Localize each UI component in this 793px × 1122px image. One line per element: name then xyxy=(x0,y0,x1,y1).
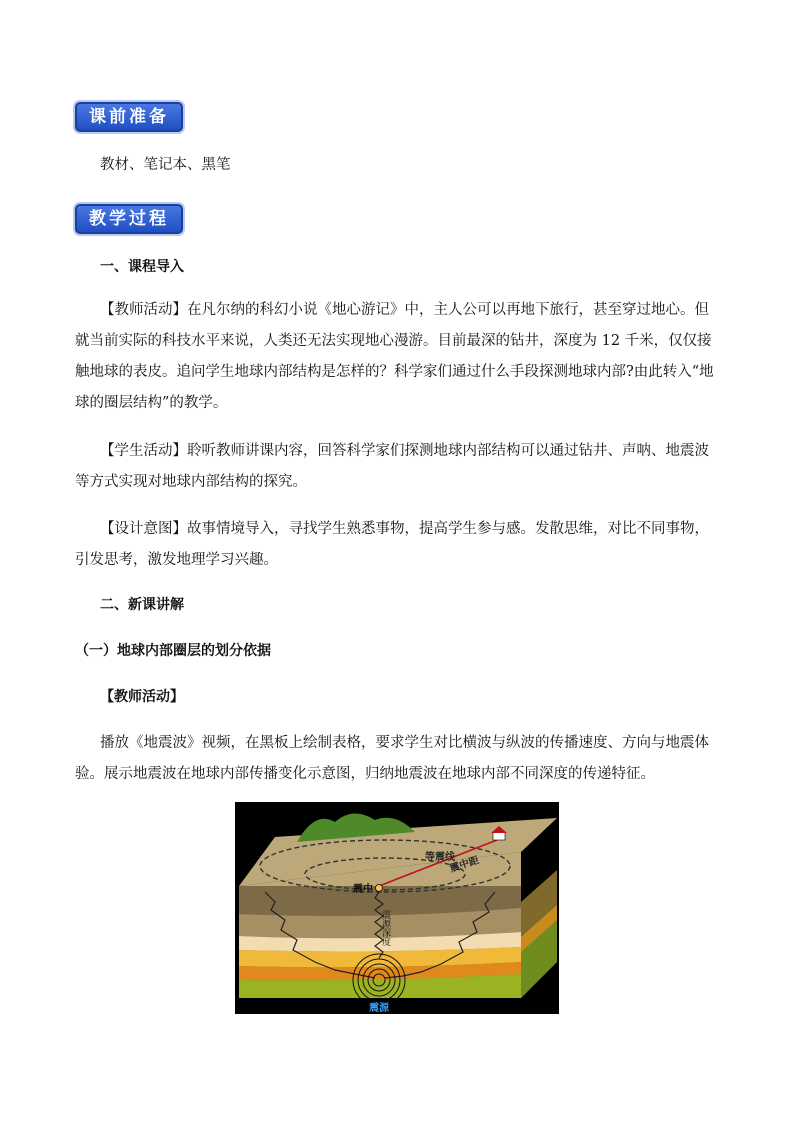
label-focal-depth: 震源深度 xyxy=(380,910,390,946)
seismic-wave-diagram xyxy=(235,802,559,1014)
part2-heading: 二、新课讲解 xyxy=(100,597,184,613)
label-focus: 震源 xyxy=(369,1003,389,1014)
label-epicentral-distance: 震中距 xyxy=(448,855,481,875)
part1-heading: 一、课程导入 xyxy=(100,259,184,275)
prep-badge: 课前准备 xyxy=(75,102,183,132)
label-epicenter: 震中 xyxy=(353,884,373,895)
label-isoseismal: 等震线 xyxy=(425,852,455,863)
process-badge: 教学过程 xyxy=(75,204,183,234)
part2-subheading: （一）地球内部圈层的划分依据 xyxy=(75,643,271,659)
student-activity-paragraph: 【学生活动】聆听教师讲课内容，回答科学家们探测地球内部结构可以通过钻井、声呐、地震波等方式实现对地球内部结构的探究。 xyxy=(75,443,709,490)
prep-items: 教材、笔记本、黑笔 xyxy=(100,157,231,173)
seismic-diagram-svg xyxy=(235,802,559,1014)
design-intent-paragraph: 【设计意图】故事情境导入，寻找学生熟悉事物，提高学生参与感。发散思维，对比不同事物，引发思考，激发地理学习兴趣。 xyxy=(75,521,709,568)
house-icon xyxy=(493,832,505,840)
epicenter-dot xyxy=(376,885,383,892)
teacher-activity-paragraph: 【教师活动】在凡尔纳的科幻小说《地心游记》中，主人公可以再地下旅行，甚至穿过地心。但就当前实际的科技水平来说，人类还无法实现地心漫游。目前最深的钻井，深度为 12 千米，仅仅接触地球的表皮。追问学生地球内部结构是怎样的？科学家们通过什么手段探测地球内部?由此转入“地球的圈层结构”的教学。 xyxy=(75,302,714,411)
teacher-activity-text: 播放《地震波》视频，在黑板上绘制表格，要求学生对比横波与纵波的传播速度、方向与地震体验。展示地震波在地球内部传播变化示意图，归纳地震波在地球内部不同深度的传递特征。 xyxy=(75,735,709,782)
teacher-activity-label: 【教师活动】 xyxy=(100,689,184,705)
